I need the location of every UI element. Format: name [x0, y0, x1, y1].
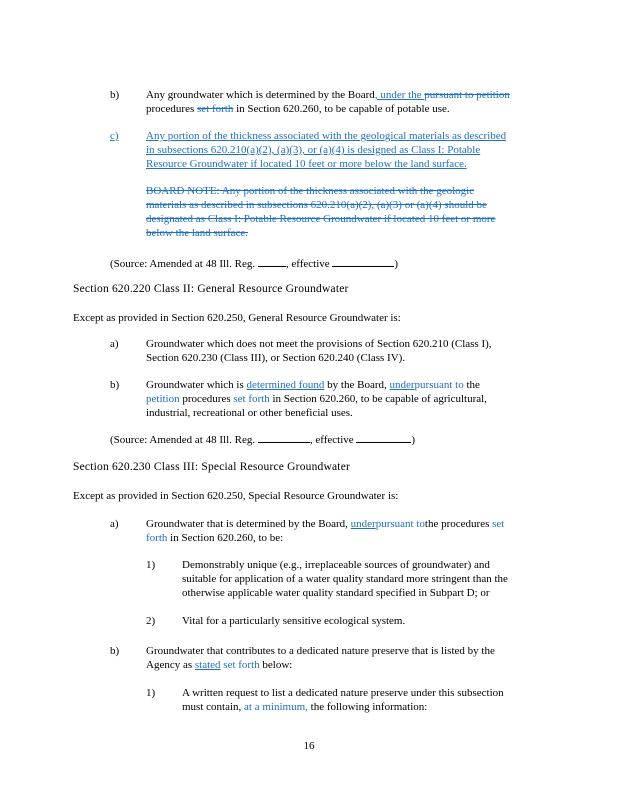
paragraph-220a: Groundwater which does not meet the provisions of Section 620.210 (Class I), Section 620.230 (Class III), or Section 620.240 (Class IV). [146, 338, 492, 364]
blank-line [258, 432, 310, 443]
deleted-text: set forth [197, 103, 234, 115]
blank-line [332, 256, 394, 267]
list-label: 1) [146, 687, 156, 699]
list-label: a) [110, 338, 119, 350]
list-label: 2) [146, 615, 156, 627]
paragraph-210c: Any portion of the thickness associated with the geological materials as described in subsections 620.210(a)(2), (a)(3), or (a)(4) is designed as Class I: Potable Resource Groundwater if located 10 feet or more below the land surface. [146, 130, 507, 170]
inserted-text: forth [146, 532, 168, 544]
list-label: b) [110, 89, 120, 101]
inserted-text: under [350, 518, 376, 530]
list-label: c) [110, 130, 119, 142]
inserted-text: petition [146, 393, 180, 405]
list-label: b) [110, 379, 120, 391]
paragraph-230b: Groundwater that contributes to a dedicated nature preserve that is listed by the Agency as stated set forth below: [146, 645, 495, 671]
inserted-text: determined [246, 379, 296, 391]
board-note-deleted: BOARD NOTE: Any portion of the thickness associated with the geologic materials as described in subsections 620.210(a)(2), (a)(3) or (a)(4) should be designated as Class I: Potable Resource Groundwater if located 10 feet or more below the land surface. [146, 185, 496, 239]
paragraph-220b: Groundwater which is determined found by the Board, underpursuant to the petition procedures set forth in Section 620.260, to be capable of agricultural, industrial, recreational or other beneficial uses. [146, 379, 487, 419]
inserted-text: at a minimum, [244, 701, 308, 713]
section-heading: Section 620.220 Class II: General Resource Groundwater [73, 283, 349, 295]
inserted-text: stated [194, 659, 221, 671]
section-intro: Except as provided in Section 620.250, Special Resource Groundwater is: [73, 490, 399, 502]
inserted-text: set forth [233, 393, 270, 405]
deleted-text: pursuant to petition [424, 89, 510, 101]
paragraph-230a1: Demonstrably unique (e.g., irreplaceable sources of groundwater) and suitable for application of a water quality standard more stringent than the otherwise applicable water quality standard specified in Subpart D; or [182, 559, 508, 599]
deleted-text: pursuant to [414, 379, 464, 391]
deleted-text: found [296, 379, 325, 391]
page-number: 16 [303, 740, 315, 752]
paragraph-230b1: A written request to list a dedicated nature preserve under this subsection must contain, at a minimum, the following information: [182, 687, 504, 713]
inserted-text: under [389, 379, 415, 391]
paragraph-230a: Groundwater that is determined by the Board, underpursuant tothe procedures set forth in Section 620.260, to be: [146, 518, 505, 544]
list-label: 1) [146, 559, 156, 571]
paragraph-230a2: Vital for a particularly sensitive ecological system. [182, 615, 406, 627]
blank-line [258, 256, 286, 267]
section-intro: Except as provided in Section 620.250, General Resource Groundwater is: [73, 312, 401, 324]
source-note: (Source: Amended at 48 Ill. Reg. , effective ) [110, 434, 416, 446]
inserted-text: , under the [374, 89, 425, 101]
deleted-text: set forth [220, 659, 260, 671]
list-label: b) [110, 645, 120, 657]
deleted-text: pursuant to [375, 518, 425, 530]
blank-line [356, 432, 411, 443]
list-label: a) [110, 518, 119, 530]
section-heading: Section 620.230 Class III: Special Resource Groundwater [73, 461, 351, 473]
source-note: (Source: Amended at 48 Ill. Reg. , effective ) [110, 258, 399, 270]
paragraph-210b: Any groundwater which is determined by the Board, under the pursuant to petition procedures set forth in Section 620.260, to be capable of potable use. [146, 89, 510, 115]
inserted-text: set [492, 518, 505, 530]
